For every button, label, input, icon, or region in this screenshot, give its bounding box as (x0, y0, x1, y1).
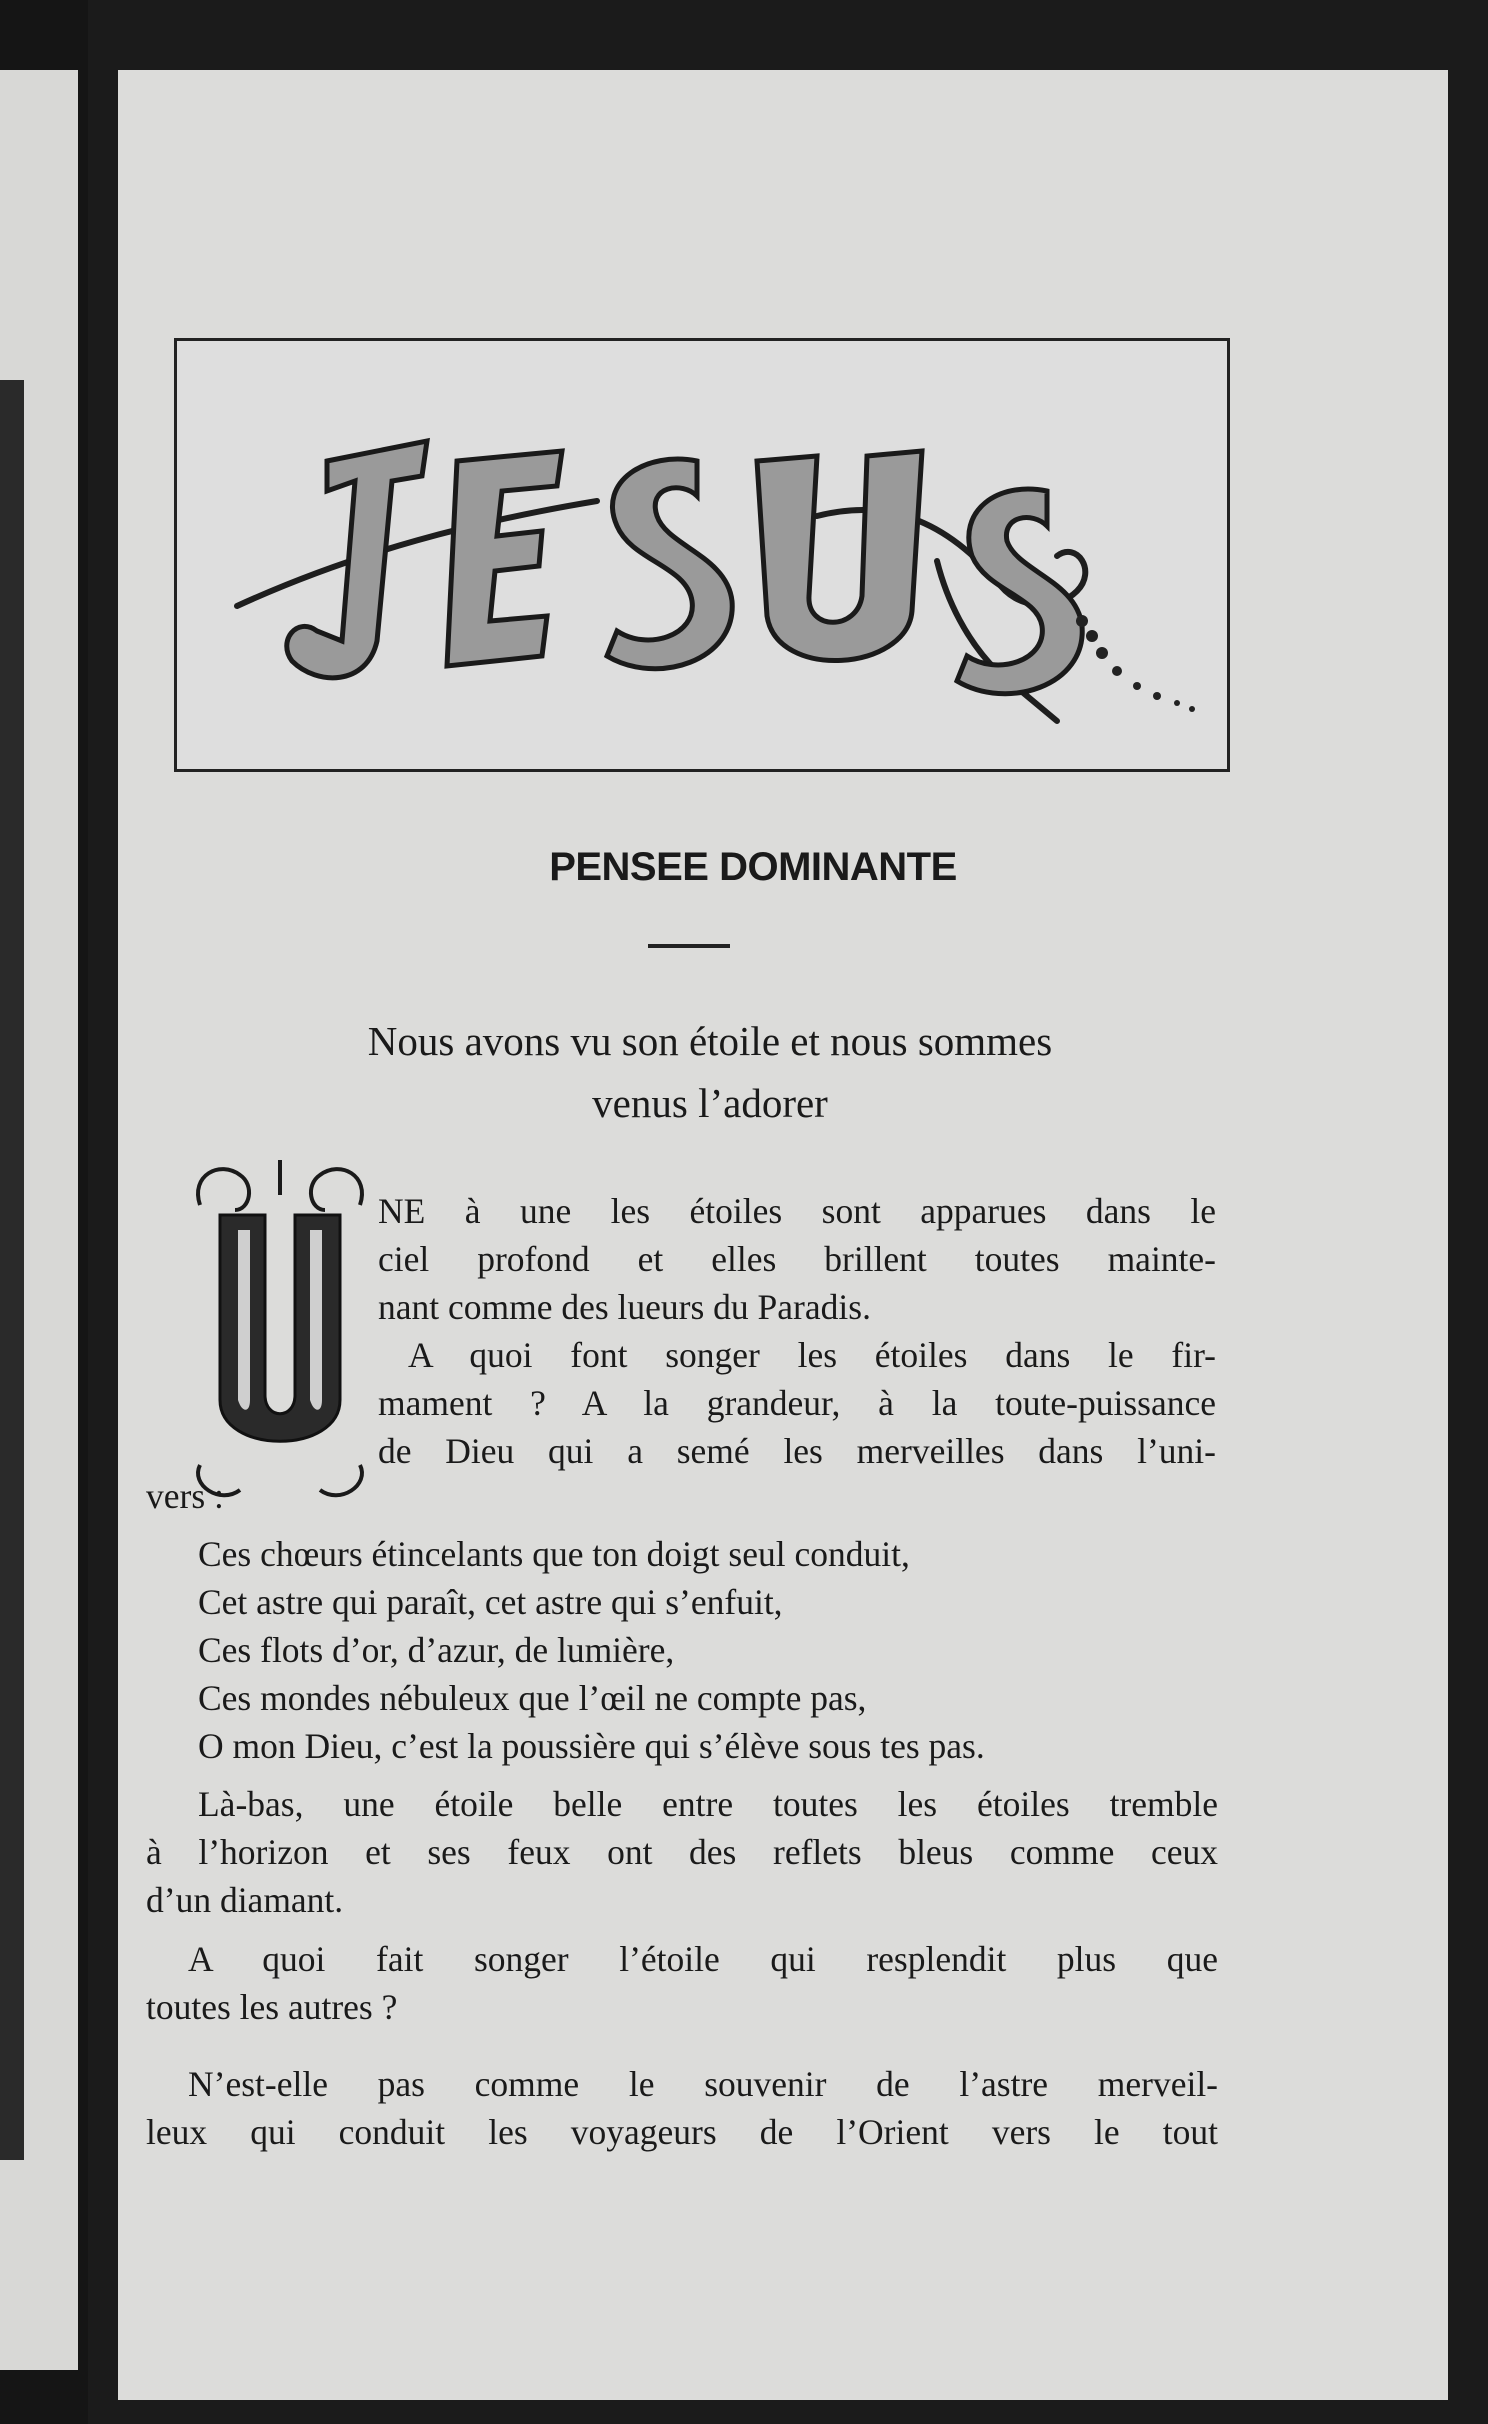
heading-title: PENSEE DOMINANTE (549, 845, 957, 889)
paragraph-1-tail (146, 1472, 346, 1520)
jesus-ornament-icon (177, 341, 1227, 769)
dropcap-u-icon (180, 1155, 380, 1515)
verse-line: O mon Dieu, c’est la poussière qui s’élève sous tes pas. (198, 1726, 985, 1766)
text-line: à l’horizon et ses feux ont des reflets bleus comme ceux (146, 1832, 1218, 1872)
text-line: NE à une les étoiles sont apparues dans le (378, 1191, 1216, 1231)
paragraph-4 (146, 2060, 1218, 2156)
paragraph-2 (146, 1780, 1218, 1924)
subtitle-line: Nous avons vu son étoile et nous sommes (367, 1018, 1053, 1064)
left-page-shadow (0, 380, 24, 2160)
text-line: toutes les autres ? (146, 1987, 398, 2027)
text-line: vers : (146, 1476, 224, 1516)
jesus-banner (174, 338, 1230, 772)
verse-line: Ces flots d’or, d’azur, de lumière, (198, 1630, 675, 1670)
text-line: nant comme des lueurs du Paradis. (378, 1287, 871, 1327)
text-line: A quoi font songer les étoiles dans le fir- (408, 1335, 1216, 1375)
text-line: d’un diamant. (146, 1880, 344, 1920)
text-line: A quoi fait songer l’étoile qui resplendit plus que (188, 1939, 1218, 1979)
paragraph-1 (378, 1187, 1216, 1475)
text-line: mament ? A la grandeur, à la toute-puissance (378, 1383, 1216, 1423)
verse-line: Ces chœurs étincelants que ton doigt seul conduit, (198, 1534, 910, 1574)
subtitle (210, 1010, 1210, 1134)
heading-rule (648, 944, 730, 948)
verse-line: Ces mondes nébuleux que l’œil ne compte pas, (198, 1678, 867, 1718)
text-line: N’est-elle pas comme le souvenir de l’astre merveil- (188, 2064, 1218, 2104)
book-page (118, 70, 1448, 2400)
paragraph-3 (146, 1935, 1218, 2031)
subtitle-line: venus l’adorer (592, 1080, 828, 1126)
text-line: de Dieu qui a semé les merveilles dans l’uni- (378, 1431, 1216, 1471)
verse-line: Cet astre qui paraît, cet astre qui s’enfuit, (198, 1582, 783, 1622)
text-line: Là-bas, une étoile belle entre toutes les étoiles tremble (198, 1784, 1218, 1824)
page-heading (118, 845, 1448, 890)
text-line: leux qui conduit les voyageurs de l’Orient vers le tout (146, 2112, 1218, 2152)
verse-quote (198, 1530, 985, 1770)
text-line: ciel profond et elles brillent toutes mainte- (378, 1239, 1216, 1279)
